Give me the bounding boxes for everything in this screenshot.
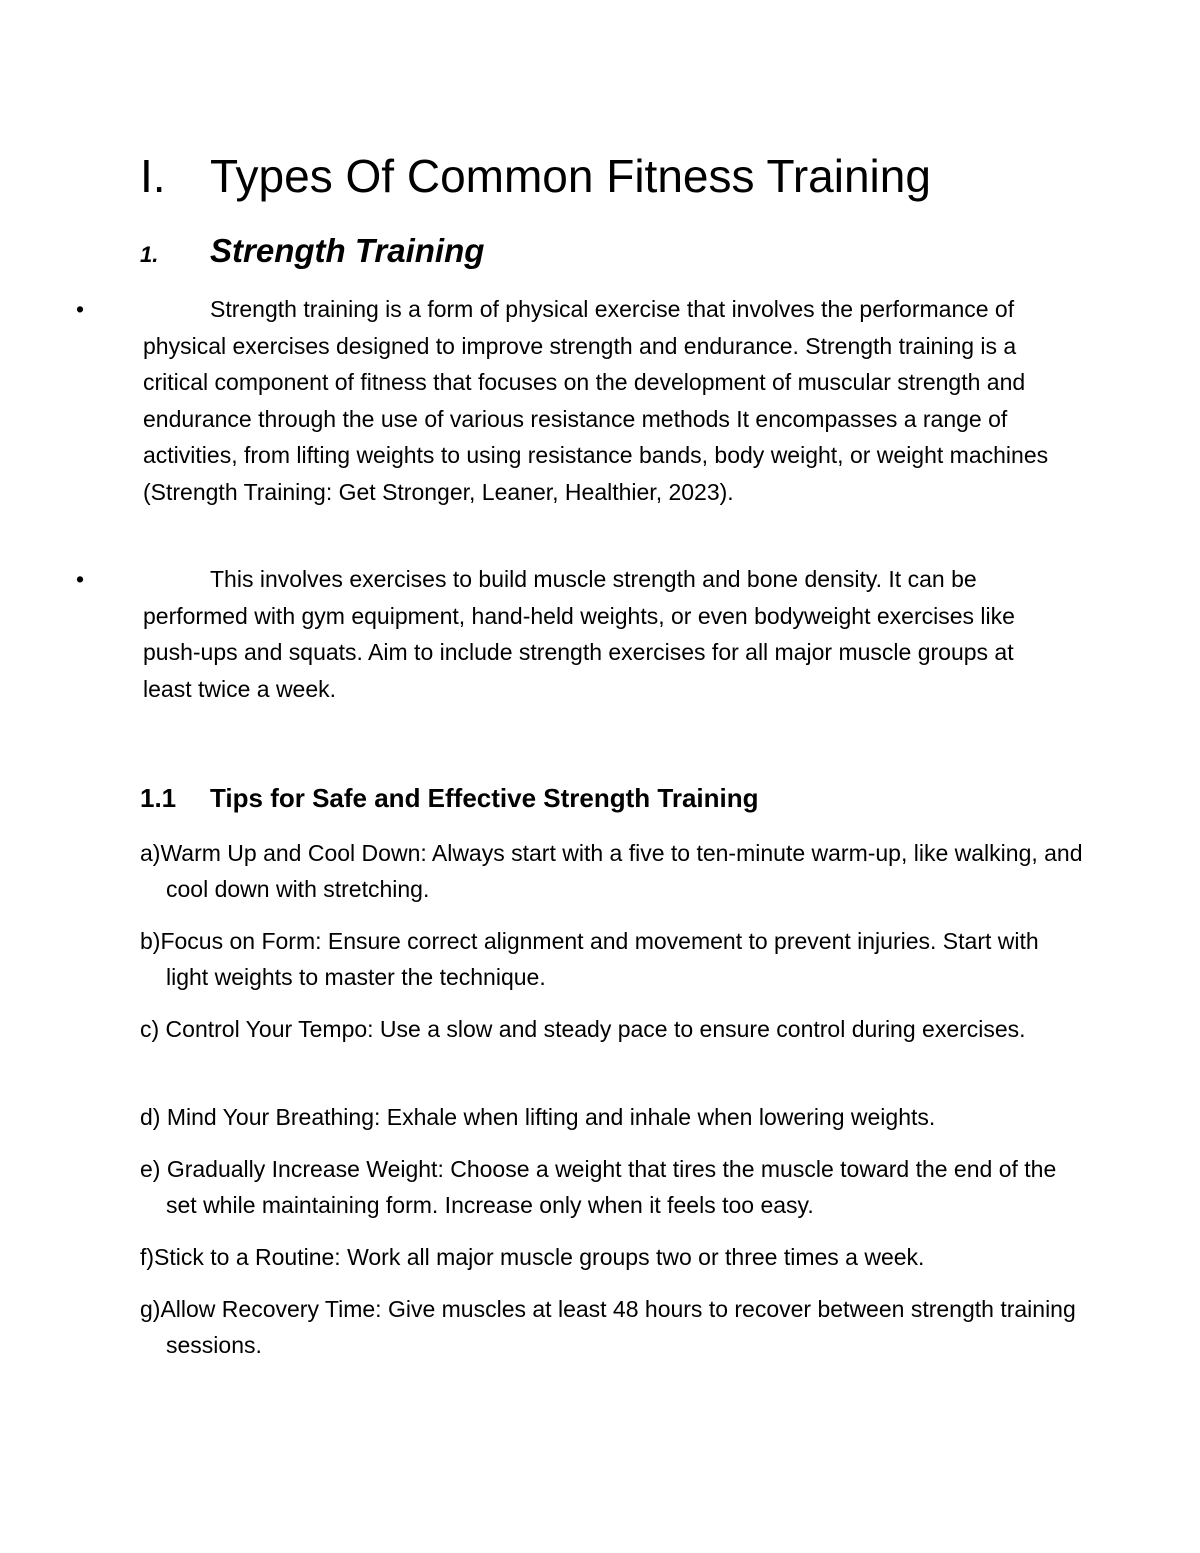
bullet-icon: • <box>76 296 85 322</box>
paragraph-text: Strength training is a form of physical exercise that involves the performance of physical exercises designed to improve strength and endurance. Strength training is a critical component of fitness that focuses on the development of muscular strength and endurance through the use of various resistance methods It encompasses a range of activities, from lifting weights to using resistance bands, body weight, or weight machines (Strength Training: Get Stronger, Leaner, Healthier, 2023). <box>143 296 1049 505</box>
section-title: Types Of Common Fitness Training <box>210 150 931 202</box>
subsection-title: Strength Training <box>210 232 485 269</box>
bullet-paragraph <box>76 561 1063 707</box>
section-number: I. <box>140 150 166 202</box>
tip-item: b)Focus on Form: Ensure correct alignment and movement to prevent injuries. Start with light weights to master the technique. <box>140 928 1039 990</box>
section-heading <box>140 146 931 206</box>
tip-item: c) Control Your Tempo: Use a slow and steady pace to ensure control during exercises. <box>140 1016 1026 1042</box>
tip-item: a)Warm Up and Cool Down: Always start with a five to ten-minute warm-up, like walking, and cool down with stretching. <box>140 840 1083 902</box>
tip-item: e) Gradually Increase Weight: Choose a weight that tires the muscle toward the end of the set while maintaining form. Increase only when it feels too easy. <box>140 1156 1057 1218</box>
tip-item: f)Stick to a Routine: Work all major muscle groups two or three times a week. <box>140 1244 925 1270</box>
bullet-paragraph <box>76 291 1063 510</box>
paragraph-text: This involves exercises to build muscle strength and bone density. It can be performed with gym equipment, hand-held weights, or even bodyweight exercises like push-ups and squats. Aim to include strength exercises for all major muscle groups at least twice a week. <box>143 566 1015 702</box>
tips-title: Tips for Safe and Effective Strength Training <box>210 783 759 813</box>
tips-number: 1.1 <box>140 783 177 813</box>
subsection-number: 1. <box>140 242 159 267</box>
tips-heading <box>140 780 759 816</box>
tip-item: d) Mind Your Breathing: Exhale when lifting and inhale when lowering weights. <box>140 1104 936 1130</box>
subsection-heading <box>140 228 484 278</box>
bullet-icon: • <box>76 566 85 592</box>
tip-item: g)Allow Recovery Time: Give muscles at least 48 hours to recover between strength training sessions. <box>140 1296 1076 1358</box>
